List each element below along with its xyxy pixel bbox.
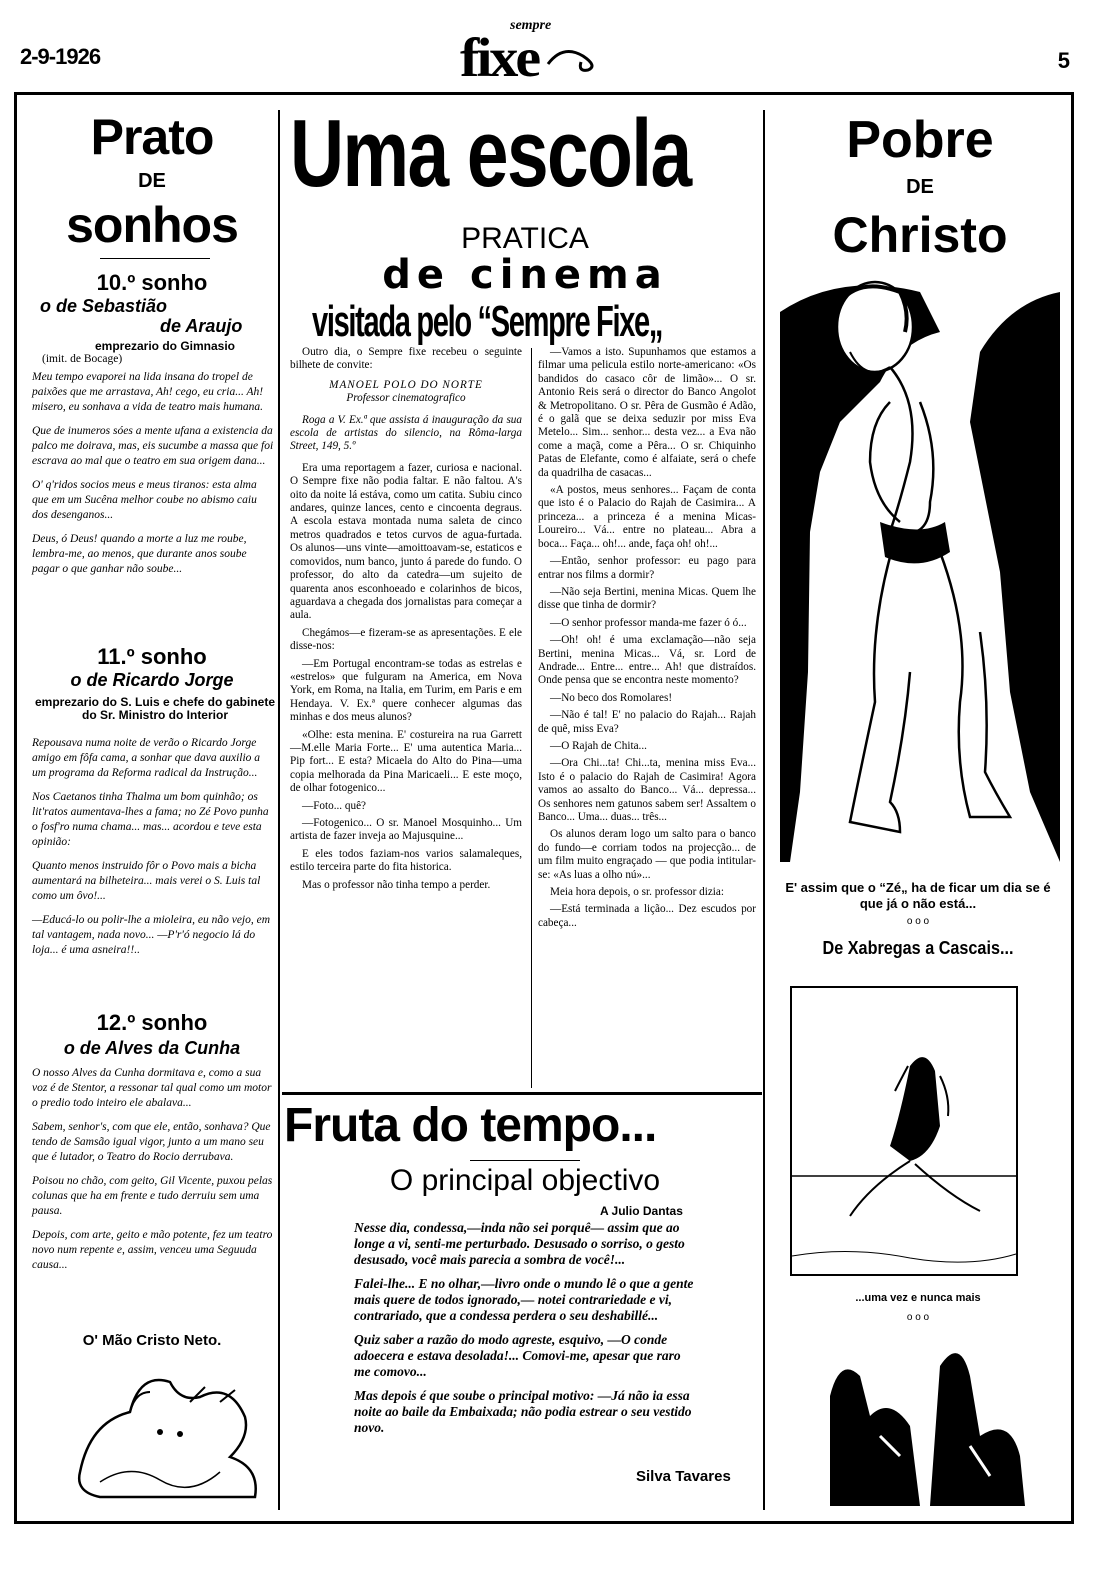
article-para: «A postos, meus senhores... Façam de conta que isto é o Palacio do Rajah de Casimira... A princeza... a princeza é a menina Micas-Loureiro... Vá... entre no plateau... Abra a boca... Faça... oh!... ande, faça oh! oh!... — [538, 484, 756, 550]
column-rule-left — [278, 110, 280, 1510]
invite-sender-role: Professor cinematografico — [346, 392, 466, 405]
article-para: —O Rajah de Chita... — [550, 739, 647, 752]
fruta-dedication: A Julio Dantas — [600, 1204, 683, 1218]
sonho-12-sub: o de Alves da Cunha — [63, 1038, 241, 1058]
silhouette-illustration — [820, 1336, 1035, 1506]
article-para: «Olhe: esta menina. E' costureira na rua Garrett—M.elle Maria Forte... E' uma autentica Maria... Pip fort... E esta? Micaela do Alto do Pina—uma copia melhorada da Pina Maricaeli... E este moço, de olhar fotogenico... — [290, 728, 522, 795]
ornament-ooo-1: o o o — [906, 916, 930, 927]
article-col-2 — [538, 346, 756, 934]
pobre-christo-illustration — [780, 272, 1060, 872]
article-para: Outro dia, o Sempre fixe recebeu o seguinte bilhete de convite: — [290, 346, 522, 372]
poem-stanza: O' q'ridos socios meus e meus tiranos: esta alma que em um Sucêna melhor coube no abismo caiu dos desenganos... — [32, 479, 257, 521]
poem-stanza: Nos Caetanos tinha Thalma um bom quinhão; os lit'ratos aumentava-lhes a fama; no Zé Povo punha o fosf'ro numa chama... mas... acordou e teve esta opinião: — [32, 791, 269, 848]
article-para: —Foto... quê? — [302, 799, 367, 812]
sonho-12-poem — [32, 1066, 274, 1282]
sonho-10-sub-1: o de Sebastião — [40, 296, 168, 316]
article-title: Uma escola — [290, 100, 691, 207]
article-para: —Não seja Bertini, menina Micas. Quem lhe disse que tinha de dormir? — [538, 585, 756, 612]
poem-stanza: Sabem, senhor's, com que ele, então, sonhava? Que tendo de Samsão igual vigor, junto a um mano seu que é lutador, o Teatro do Rocio derrubava. — [32, 1121, 271, 1163]
poem-stanza: Quiz saber a razão do modo agreste, esquivo, —O conde adoecera e estava desolada!... Comovi-me, apesar que raro me comovo... — [354, 1332, 681, 1379]
poem-stanza: Repousava numa noite de verão o Ricardo Jorge amigo em fôfa cama, a sonhar que dava auxilio a um programa da Reforma radical da Instrução... — [32, 737, 261, 779]
fruta-title: Fruta do tempo... — [284, 1099, 657, 1152]
right-title-pobre: Pobre — [846, 111, 994, 169]
sonho-11-poem — [32, 736, 274, 967]
fruta-signature: Silva Tavares — [636, 1468, 731, 1485]
poem-stanza: Meu tempo evaporei na lida insana do tropel de paixões que me arrastava, Ah! cego, eu cria... Ah! misero, eu sonhava a vida de teatro mais humana. — [32, 371, 264, 413]
sonho-10-sub-2: de Araujo — [160, 316, 243, 336]
left-title-de: DE — [138, 170, 166, 192]
divider — [470, 1160, 580, 1161]
left-signature: O' Mão Cristo Neto. — [82, 1332, 222, 1349]
poem-stanza: Que de inumeros sóes a mente ufana a existencia da palco me doirava, mas, eis sucumbe a massa que foi escrava ao mal que o teatro em sua origem dana... — [32, 425, 274, 467]
article-title-visitada: visitada pelo “Sempre Fixe„ — [312, 297, 663, 346]
article-para: —Vamos a isto. Supunhamos que estamos a filmar uma pelicula estilo norte-americano: «Os bandidos do casaco côr de limão»... O sr. Antonio Reis será o director do Banco Angolot & Metropolitano. O sr. Pêra de Gusmão é Adão, é o galã que se deixa seduzir por miss Eva Metelo... Sim... senhor... desta vez... a Eva não come a maçã, come a Pêra... O sr. Chiquinho Patas de Elefante, como é alfaiate, será o chefe da quadrilha de casacas... — [538, 346, 756, 479]
left-title-prato: Prato — [90, 109, 214, 165]
divider — [100, 258, 210, 259]
invite-sender: MANOEL POLO DO NORTE — [329, 378, 483, 391]
article-para: —Fotogenico... O sr. Manoel Mosquinho... Um artista de fazer inveja ao Majusquine... — [290, 817, 522, 843]
invite-text: Roga a V. Ex.ª que assista á inauguração da sua escola de artistas do silencio, na Rôma-larga Street, 149, 5.º — [290, 413, 522, 453]
article-para: —Não é tal! E' no palacio do Rajah... Rajah de quê, miss Eva? — [538, 709, 756, 735]
sonho-11-role: emprezario do S. Luis e chefe do gabinete do Sr. Ministro do Interior — [34, 695, 276, 722]
issue-date: 2-9-1926 — [20, 44, 101, 69]
article-title-pratica: PRATICA — [461, 222, 589, 255]
article-para: Chegámos—e fizeram-se as apresentações. E ele disse-nos: — [290, 626, 522, 653]
article-para: —Ora Chi...ta! Chi...ta, menina miss Eva... Isto é o palacio do Rajah de Casimira! Agora vamos ao assalto do Banco... Vá... depressa... Os senhores nem gatunos sabem ser! Assaltem o Banco... Uma... duas... três... — [538, 757, 756, 823]
poem-stanza: Poisou no chão, com geito, Gil Vicente, puxou pelas colunas que ha em frente e tudo derruiu sem uma pausa. — [32, 1175, 273, 1217]
bather-illustration — [790, 986, 1018, 1276]
article-para: —Em Portugal encontram-se todas as estrelas e «estrelos» que fulguram na America, em Nova York, em Roma, na Italia, em Turim, em Paris e em Hendaya. V. Ex.ª quere conhecer algumas das minhas e dos meus alunos? — [290, 657, 522, 724]
poem-stanza: Nesse dia, condessa,—inda não sei porquê— assim que ao longe a vi, senti-me perturbado. Desusado o sorriso, o gesto desusado, você mais parecia a sombra de você!... — [354, 1220, 685, 1267]
sonho-10-heading: 10.º sonho — [96, 270, 208, 295]
right-title-de: DE — [906, 176, 934, 198]
article-col-1 — [290, 346, 522, 896]
poem-stanza: Quanto menos instruido fôr o Povo mais a bicha aumentará na bilheteira... mais verei o S. Luis tal como um ôvo!... — [32, 860, 261, 902]
article-para: —Oh! oh! é uma exclamação—não seja Bertini, menina Micas... Vá, sr. Lord de Andrade... Entre... entre... Ah! que distraídos. Onde pensa que se encontra neste momento? — [538, 634, 756, 687]
logo-small-text: sempre — [510, 18, 552, 33]
sonho-10-imit: (imit. de Bocage) — [42, 353, 123, 365]
article-para: E eles todos faziam-nos varios salamaleques, estilo terceira parte do fita historica. — [290, 847, 522, 874]
poem-stanza: Depois, com arte, geito e mão potente, fez um teatro novo num repente e, assim, venceu uma Seguuda causa... — [32, 1229, 273, 1271]
section-rule — [282, 1092, 762, 1095]
cat-illustration — [70, 1362, 270, 1512]
sonho-11-heading: 11.º sonho — [97, 644, 207, 669]
poem-stanza: Mas depois é que soube o principal motivo: —Já não ia essa noite ao baile da Embaixada; não podia estrear o seu vestido novo. — [354, 1388, 692, 1435]
right-caption-1: E' assim que o “Zé„ ha de ficar um dia se é que já o não está... — [785, 880, 1051, 911]
fruta-poem — [354, 1220, 700, 1444]
poem-stanza: —Educá-lo ou polir-lhe a mioleira, eu não vejo, em tal vantagem, nada novo... —P'r'ó negocio lá do loja... é uma asneira!!.. — [32, 914, 271, 956]
column-rule-right — [763, 110, 765, 1510]
poem-stanza: Falei-lhe... E no olhar,—livro onde o mundo lê o que a gente mais quere de todos ignorado,— notei contrariedade e vi, contrariado, que a condessa perdera o seu deshabillé... — [354, 1276, 694, 1323]
fruta-subtitle: O principal objectivo — [389, 1164, 661, 1197]
article-para: Era uma reportagem a fazer, curiosa e nacional. O Sempre fixe não podia faltar. E não faltou. A's oito da noite lá estáva, como um catita. Subiu cinco andares, quinze lances, cento e cincoenta degraus. A escola estava montada numa saleta de cinco metros quadrados e tetos curvos de agua-furtada. Os alunos—uns vinte—amoittoavam-se, estaticos e comovidos, num banco, junto á parede do fundo. O professor, do alto da catedra—um sujeito de quarenta anos esconhoeado e colarinhos de bicos, aguardava a chegada dos jornalistas para começar a aula. — [290, 461, 522, 622]
article-para: —Então, senhor professor: eu pago para entrar nos films a dormir? — [538, 555, 756, 581]
article-para: —Está terminada a lição... Dez escudos por cabeça... — [538, 903, 756, 929]
article-title-cinema: de cinema — [382, 252, 668, 298]
sonho-11-sub: o de Ricardo Jorge — [70, 670, 234, 690]
logo-big-text: fixe — [460, 26, 539, 89]
sonho-10-role: emprezario do Gimnasio — [94, 339, 236, 353]
ornament-ooo-2: o o o — [906, 1312, 930, 1323]
sonho-10-poem — [32, 370, 274, 586]
left-title-sonhos: sonhos — [66, 197, 238, 253]
article-para: —O senhor professor manda-me fazer ó ó... — [550, 616, 747, 629]
page-number: 5 — [1057, 48, 1070, 73]
logo-swirl-icon — [543, 44, 603, 74]
poem-stanza: Deus, ó Deus! quando a morte a luz me roube, lembra-me, ao menos, que durante anos soube pagar o que ganhar não soube... — [32, 533, 247, 575]
right-title-christo: Christo — [832, 207, 1008, 263]
article-para: —No beco dos Romolares! — [550, 691, 673, 704]
article-para: Os alunos deram logo um salto para o banco do fundo—e corriam todos na projecção... de um film muito engraçado — que podia intitular-se: «As luas a olho nú»... — [538, 828, 756, 881]
article-para: Meia hora depois, o sr. professor dizia: — [550, 886, 724, 899]
newspaper-logo — [448, 18, 608, 89]
right-caption-2: ...uma vez e nunca mais — [855, 1292, 981, 1304]
poem-stanza: O nosso Alves da Cunha dormitava e, como a sua voz é de Stentor, a ressonar tal qual como um motor o predio todo inteiro ele abalava... — [32, 1067, 272, 1109]
right-heading-xabregas: De Xabregas a Cascais... — [822, 938, 1014, 958]
article-para: Mas o professor não tinha tempo a perder. — [302, 878, 491, 891]
column-rule-middle — [531, 348, 532, 1088]
sonho-12-heading: 12.º sonho — [96, 1010, 208, 1035]
